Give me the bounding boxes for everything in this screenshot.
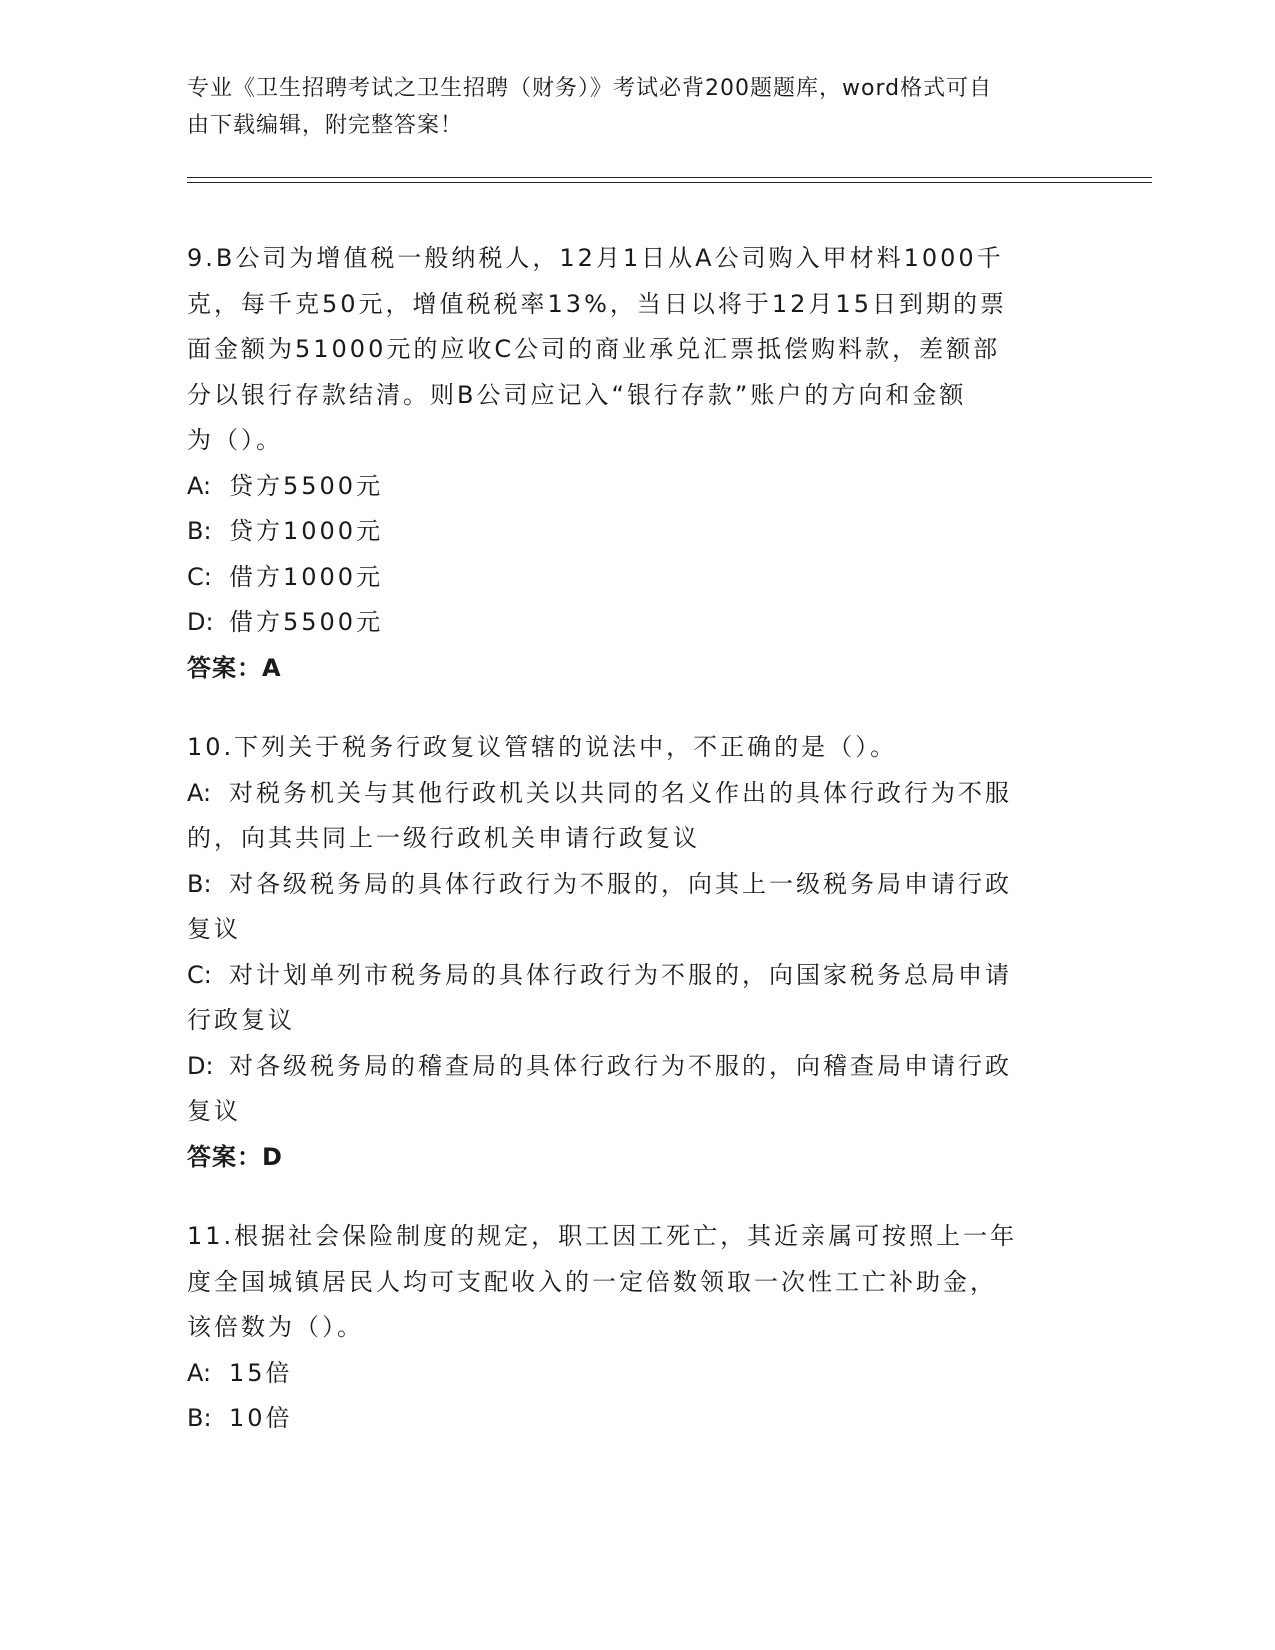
answer-key: 答案：D xyxy=(187,1142,283,1171)
document-header xyxy=(187,70,1067,144)
option-letter: D: xyxy=(187,1051,214,1080)
option-text: 的，向其共同上一级行政机关申请行政复议 xyxy=(187,824,700,852)
answer-option-line xyxy=(187,907,1067,953)
option-letter: C: xyxy=(187,562,212,591)
option-letter: B: xyxy=(187,869,212,898)
question-block xyxy=(187,725,1067,1180)
answer-option-line xyxy=(187,464,1067,510)
option-text: 复议 xyxy=(187,915,241,943)
question-stem-line: 克，每千克50元，增值税税率13%，当日以将于12月15日到期的票 xyxy=(187,289,1007,318)
option-letter: C: xyxy=(187,960,212,989)
answer-option-line xyxy=(187,1396,1067,1442)
answer-option-line xyxy=(187,998,1067,1044)
question-stem-line: 该倍数为（）。 xyxy=(187,1313,364,1341)
option-text: 对各级税务局的具体行政行为不服的，向其上一级税务局申请行政 xyxy=(229,869,1012,898)
answer-option-line xyxy=(187,1351,1067,1397)
question-stem-line: 分以银行存款结清。则B公司应记入“银行存款”账户的方向和金额 xyxy=(187,380,967,409)
answer-option-line xyxy=(187,509,1067,555)
answer-option-line xyxy=(187,771,1067,817)
option-text: 贷方1000元 xyxy=(229,517,384,545)
option-letter: D: xyxy=(187,608,214,636)
answer-option-line xyxy=(187,1044,1067,1090)
answer-option-line xyxy=(187,555,1067,601)
question-stem-line: 度全国城镇居民人均可支配收入的一定倍数领取一次性工亡补助金， xyxy=(187,1267,997,1296)
header-line-2: 由下载编辑，附完整答案！ xyxy=(187,113,464,138)
question-stem-line: 10.下列关于税务行政复议管辖的说法中，不正确的是（）。 xyxy=(187,733,898,761)
answer-option-line xyxy=(187,953,1067,999)
answer-key: 答案：A xyxy=(187,653,282,682)
question-stem-line: 9.B公司为增值税一般纳税人，12月1日从A公司购入甲材料1000千 xyxy=(187,244,1004,272)
option-text: 对计划单列市税务局的具体行政行为不服的，向国家税务总局申请 xyxy=(229,960,1012,989)
header-divider-bottom xyxy=(187,182,1152,183)
answer-option-line xyxy=(187,862,1067,908)
option-text: 复议 xyxy=(187,1097,241,1125)
option-text: 借方5500元 xyxy=(229,608,384,636)
answer-option-line xyxy=(187,600,1067,646)
option-letter: A: xyxy=(187,471,212,500)
answer-option-line xyxy=(187,1089,1067,1135)
option-letter: B: xyxy=(187,1404,212,1432)
header-divider-top xyxy=(187,177,1152,178)
question-block xyxy=(187,1214,1067,1442)
header-line-1: 专业《卫生招聘考试之卫生招聘（财务）》考试必背200题题库，word格式可自 xyxy=(187,76,993,101)
option-text: 贷方5500元 xyxy=(229,471,384,500)
option-letter: A: xyxy=(187,778,212,807)
option-text: 行政复议 xyxy=(187,1006,295,1034)
option-letter: B: xyxy=(187,517,212,545)
question-block xyxy=(187,236,1067,691)
option-text: 对各级税务局的稽查局的具体行政行为不服的，向稽查局申请行政 xyxy=(229,1051,1012,1080)
question-stem-line: 11.根据社会保险制度的规定，职工因工死亡，其近亲属可按照上一年 xyxy=(187,1222,1018,1250)
question-list xyxy=(187,236,1067,1442)
question-stem-line: 面金额为51000元的应收C公司的商业承兑汇票抵偿购料款，差额部 xyxy=(187,335,1001,363)
answer-option-line xyxy=(187,816,1067,862)
option-text: 15倍 xyxy=(229,1358,293,1387)
option-text: 对税务机关与其他行政机关以共同的名义作出的具体行政行为不服 xyxy=(229,778,1012,807)
option-text: 10倍 xyxy=(229,1404,293,1432)
option-letter: A: xyxy=(187,1358,212,1387)
question-stem-line: 为（）。 xyxy=(187,426,283,454)
option-text: 借方1000元 xyxy=(229,562,384,591)
